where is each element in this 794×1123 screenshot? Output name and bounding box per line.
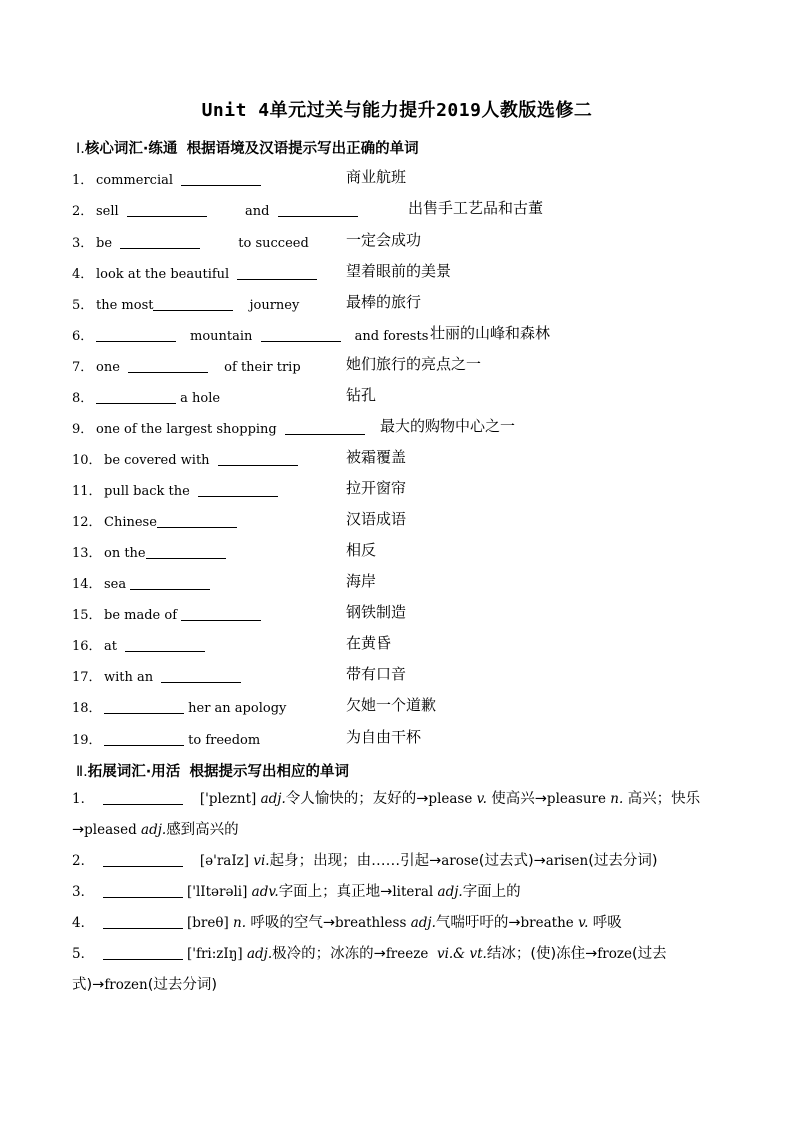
section-2-number: Ⅱ.: [76, 764, 88, 780]
part-of-speech: vi.: [253, 853, 270, 869]
item-number: 18．: [72, 701, 102, 716]
item-phrase-mid: of their trip: [224, 360, 301, 375]
answer-blank[interactable]: [161, 668, 241, 683]
meaning: 使高兴→: [491, 791, 547, 807]
meaning: 式)→: [72, 977, 105, 993]
answer-blank[interactable]: [198, 482, 278, 497]
item-phrase-mid: journey: [249, 298, 300, 313]
item-phrase: be covered with: [104, 453, 210, 468]
part-of-speech: adj.: [141, 822, 167, 838]
answer-blank[interactable]: [128, 358, 208, 373]
item-phrase: be made of: [104, 608, 178, 623]
part-of-speech: v.: [578, 915, 589, 931]
vocab-item-7: [72, 353, 752, 375]
derived-word: froze: [597, 946, 632, 962]
section-1-number: Ⅰ.: [76, 141, 85, 157]
answer-blank[interactable]: [104, 699, 184, 714]
item-number: 4．: [72, 267, 94, 282]
arrow: →: [72, 822, 85, 838]
vocab-item-8: [72, 384, 752, 406]
extension-item-1: [72, 784, 724, 846]
item-chinese: 她们旅行的亮点之一: [346, 355, 482, 373]
meaning: 气喘吁吁的→: [435, 915, 521, 931]
item-number: 3．: [72, 236, 94, 251]
answer-blank[interactable]: [181, 171, 261, 186]
part-of-speech: adj.: [437, 884, 463, 900]
derived-word: pleased: [84, 822, 137, 838]
item-chinese: 欠她一个道歉: [346, 696, 437, 714]
meaning: 呼吸: [592, 915, 622, 931]
item-chinese: 拉开窗帘: [346, 479, 407, 497]
section-2-title: 拓展词汇·用活: [87, 764, 181, 780]
item-number: 6．: [72, 329, 94, 344]
item-chinese: 相反: [346, 541, 377, 559]
item-phrase-mid: a hole: [180, 391, 221, 406]
answer-blank[interactable]: [103, 945, 183, 960]
item-number: 5．: [72, 298, 94, 313]
derived-word: literal: [392, 884, 434, 900]
section-2-heading: [76, 760, 349, 781]
item-chinese: 为自由干杯: [346, 728, 422, 746]
item-chinese: 最大的购物中心之一: [380, 417, 516, 435]
item-phrase: with an: [104, 670, 154, 685]
answer-blank[interactable]: [127, 202, 207, 217]
meaning: 极冷的；冰冻的→: [272, 946, 386, 962]
item-chinese: 钢铁制造: [346, 603, 407, 621]
vocab-item-12: [72, 508, 752, 530]
item-number: 10．: [72, 453, 102, 468]
answer-blank[interactable]: [103, 790, 183, 805]
vocab-item-1: [72, 166, 752, 188]
item-phrase: one: [96, 360, 120, 375]
extension-item-4: [72, 908, 724, 939]
vocab-item-16: [72, 632, 752, 654]
item-phrase: sell: [96, 204, 119, 219]
item-phrase: sea: [104, 577, 127, 592]
derived-word: breathe: [520, 915, 574, 931]
answer-blank[interactable]: [120, 234, 200, 249]
derived-word: arose: [441, 853, 479, 869]
derived-word: arisen: [545, 853, 589, 869]
item-number: 4．: [72, 915, 95, 931]
derived-word: please: [428, 791, 473, 807]
item-chinese: 商业航班: [346, 168, 407, 186]
vocab-item-15: [72, 601, 752, 623]
vocab-item-2: [72, 197, 752, 219]
item-phrase: at: [104, 639, 117, 654]
answer-blank[interactable]: [103, 883, 183, 898]
vocab-item-13: [72, 539, 752, 561]
part-of-speech: adv.: [251, 884, 279, 900]
item-number: 16．: [72, 639, 102, 654]
meaning: (过去式)→: [478, 853, 546, 869]
extension-item-3: [72, 877, 724, 908]
item-phrase-mid: to freedom: [188, 733, 261, 748]
answer-blank[interactable]: [157, 513, 237, 528]
meaning: (过去分词): [147, 977, 218, 993]
answer-blank[interactable]: [130, 575, 210, 590]
derived-word: pleasure: [546, 791, 606, 807]
answer-blank[interactable]: [125, 637, 205, 652]
item-chinese: 一定会成功: [346, 231, 422, 249]
answer-blank[interactable]: [181, 606, 261, 621]
meaning: 字面上；真正地→: [278, 884, 393, 900]
item-number: 19．: [72, 733, 102, 748]
item-chinese: 带有口音: [346, 665, 407, 683]
phonetic: ['lItərəli]: [186, 884, 248, 900]
item-number: 15．: [72, 608, 102, 623]
item-phrase: look at the beautiful: [96, 267, 230, 282]
item-number: 2．: [72, 853, 95, 869]
item-number: 11．: [72, 484, 102, 499]
answer-blank[interactable]: [146, 544, 226, 559]
item-phrase: on the: [104, 546, 146, 561]
vocab-item-6: [72, 322, 752, 344]
meaning: 令人愉快的；友好的→: [285, 791, 429, 807]
section-1-heading: [76, 137, 419, 158]
answer-blank[interactable]: [218, 451, 298, 466]
part-of-speech: n.: [233, 915, 247, 931]
section-1-title: 核心词汇·练通: [84, 141, 178, 157]
meaning: (过去分词): [588, 853, 658, 869]
item-phrase-mid: her an apology: [188, 701, 287, 716]
item-number: 3．: [72, 884, 95, 900]
extension-item-2: [72, 846, 724, 877]
vocab-item-9: [72, 415, 752, 437]
item-number: 13．: [72, 546, 102, 561]
item-chinese: 在黄昏: [346, 634, 392, 652]
item-phrase-post: and forests: [354, 329, 429, 344]
item-chinese: 海岸: [346, 572, 377, 590]
vocab-item-14: [72, 570, 752, 592]
item-number: 17．: [72, 670, 102, 685]
item-phrase: commercial: [96, 173, 174, 188]
item-phrase-mid: to succeed: [238, 236, 309, 251]
item-chinese: 汉语成语: [346, 510, 407, 528]
meaning: 感到高兴的: [166, 822, 239, 838]
item-number: 14．: [72, 577, 102, 592]
item-phrase: be: [96, 236, 113, 251]
item-number: 5．: [72, 946, 95, 962]
item-phrase: one of the largest shopping: [96, 422, 277, 437]
meaning: 呼吸的空气→: [250, 915, 335, 931]
part-of-speech: adj.: [260, 791, 286, 807]
item-number: 1．: [72, 173, 94, 188]
item-phrase: the most: [96, 298, 154, 313]
answer-blank[interactable]: [103, 852, 183, 867]
phonetic: [breθ]: [186, 915, 229, 931]
phonetic: ['pleznt]: [199, 791, 257, 807]
answer-blank[interactable]: [278, 202, 358, 217]
part-of-speech: n.: [610, 791, 624, 807]
derived-word: breathless: [334, 915, 407, 931]
item-number: 9．: [72, 422, 94, 437]
vocab-item-3: [72, 229, 752, 251]
item-chinese: 最棒的旅行: [346, 293, 422, 311]
item-phrase: pull back the: [104, 484, 190, 499]
derived-word: freeze: [385, 946, 429, 962]
part-of-speech: adj.: [246, 946, 273, 962]
answer-blank[interactable]: [285, 420, 365, 435]
vocab-item-10: [72, 446, 752, 468]
answer-blank[interactable]: [103, 914, 183, 929]
item-phrase-mid: and: [244, 204, 270, 219]
meaning: 高兴；快乐: [627, 791, 701, 807]
meaning: 起身；出现；由……引起→: [269, 853, 442, 869]
item-number: 2．: [72, 204, 94, 219]
item-number: 1．: [72, 791, 95, 807]
part-of-speech: adj.: [410, 915, 436, 931]
vocab-item-4: [72, 260, 752, 282]
derived-word: frozen: [104, 977, 148, 993]
vocab-item-17: [72, 663, 752, 685]
item-phrase: Chinese: [104, 515, 157, 530]
item-chinese: 望着眼前的美景: [346, 262, 452, 280]
item-number: 12．: [72, 515, 102, 530]
item-chinese: 壮丽的山峰和森林: [430, 324, 551, 342]
item-phrase-mid: mountain: [190, 329, 253, 344]
vocab-item-5: [72, 291, 752, 313]
item-chinese: 出售手工艺品和古董: [408, 199, 544, 217]
item-number: 8．: [72, 391, 94, 406]
answer-blank[interactable]: [96, 327, 176, 342]
item-chinese: 被霜覆盖: [346, 448, 407, 466]
meaning: 结冰；(使)冻住→: [486, 946, 598, 962]
vocab-item-19: [72, 726, 752, 748]
part-of-speech: vi.& vt.: [436, 946, 487, 962]
answer-blank[interactable]: [261, 327, 341, 342]
vocab-item-11: [72, 477, 752, 499]
part-of-speech: v.: [476, 791, 487, 807]
answer-blank[interactable]: [96, 389, 176, 404]
answer-blank[interactable]: [153, 296, 233, 311]
phonetic: ['fri:zIŋ]: [186, 946, 243, 962]
phonetic: [ə'raIz]: [199, 853, 250, 869]
section-1-instruction: 根据语境及汉语提示写出正确的单词: [186, 141, 419, 157]
extension-item-5: [72, 939, 724, 1001]
meaning: 字面上的: [462, 884, 521, 900]
page-title: Unit 4单元过关与能力提升2019人教版选修二: [201, 100, 593, 121]
vocab-item-18: [72, 694, 752, 716]
item-chinese: 钻孔: [346, 386, 377, 404]
item-number: 7．: [72, 360, 94, 375]
answer-blank[interactable]: [237, 265, 317, 280]
meaning: (过去: [631, 946, 667, 962]
section-2-instruction: 根据提示写出相应的单词: [189, 764, 349, 780]
answer-blank[interactable]: [104, 731, 184, 746]
